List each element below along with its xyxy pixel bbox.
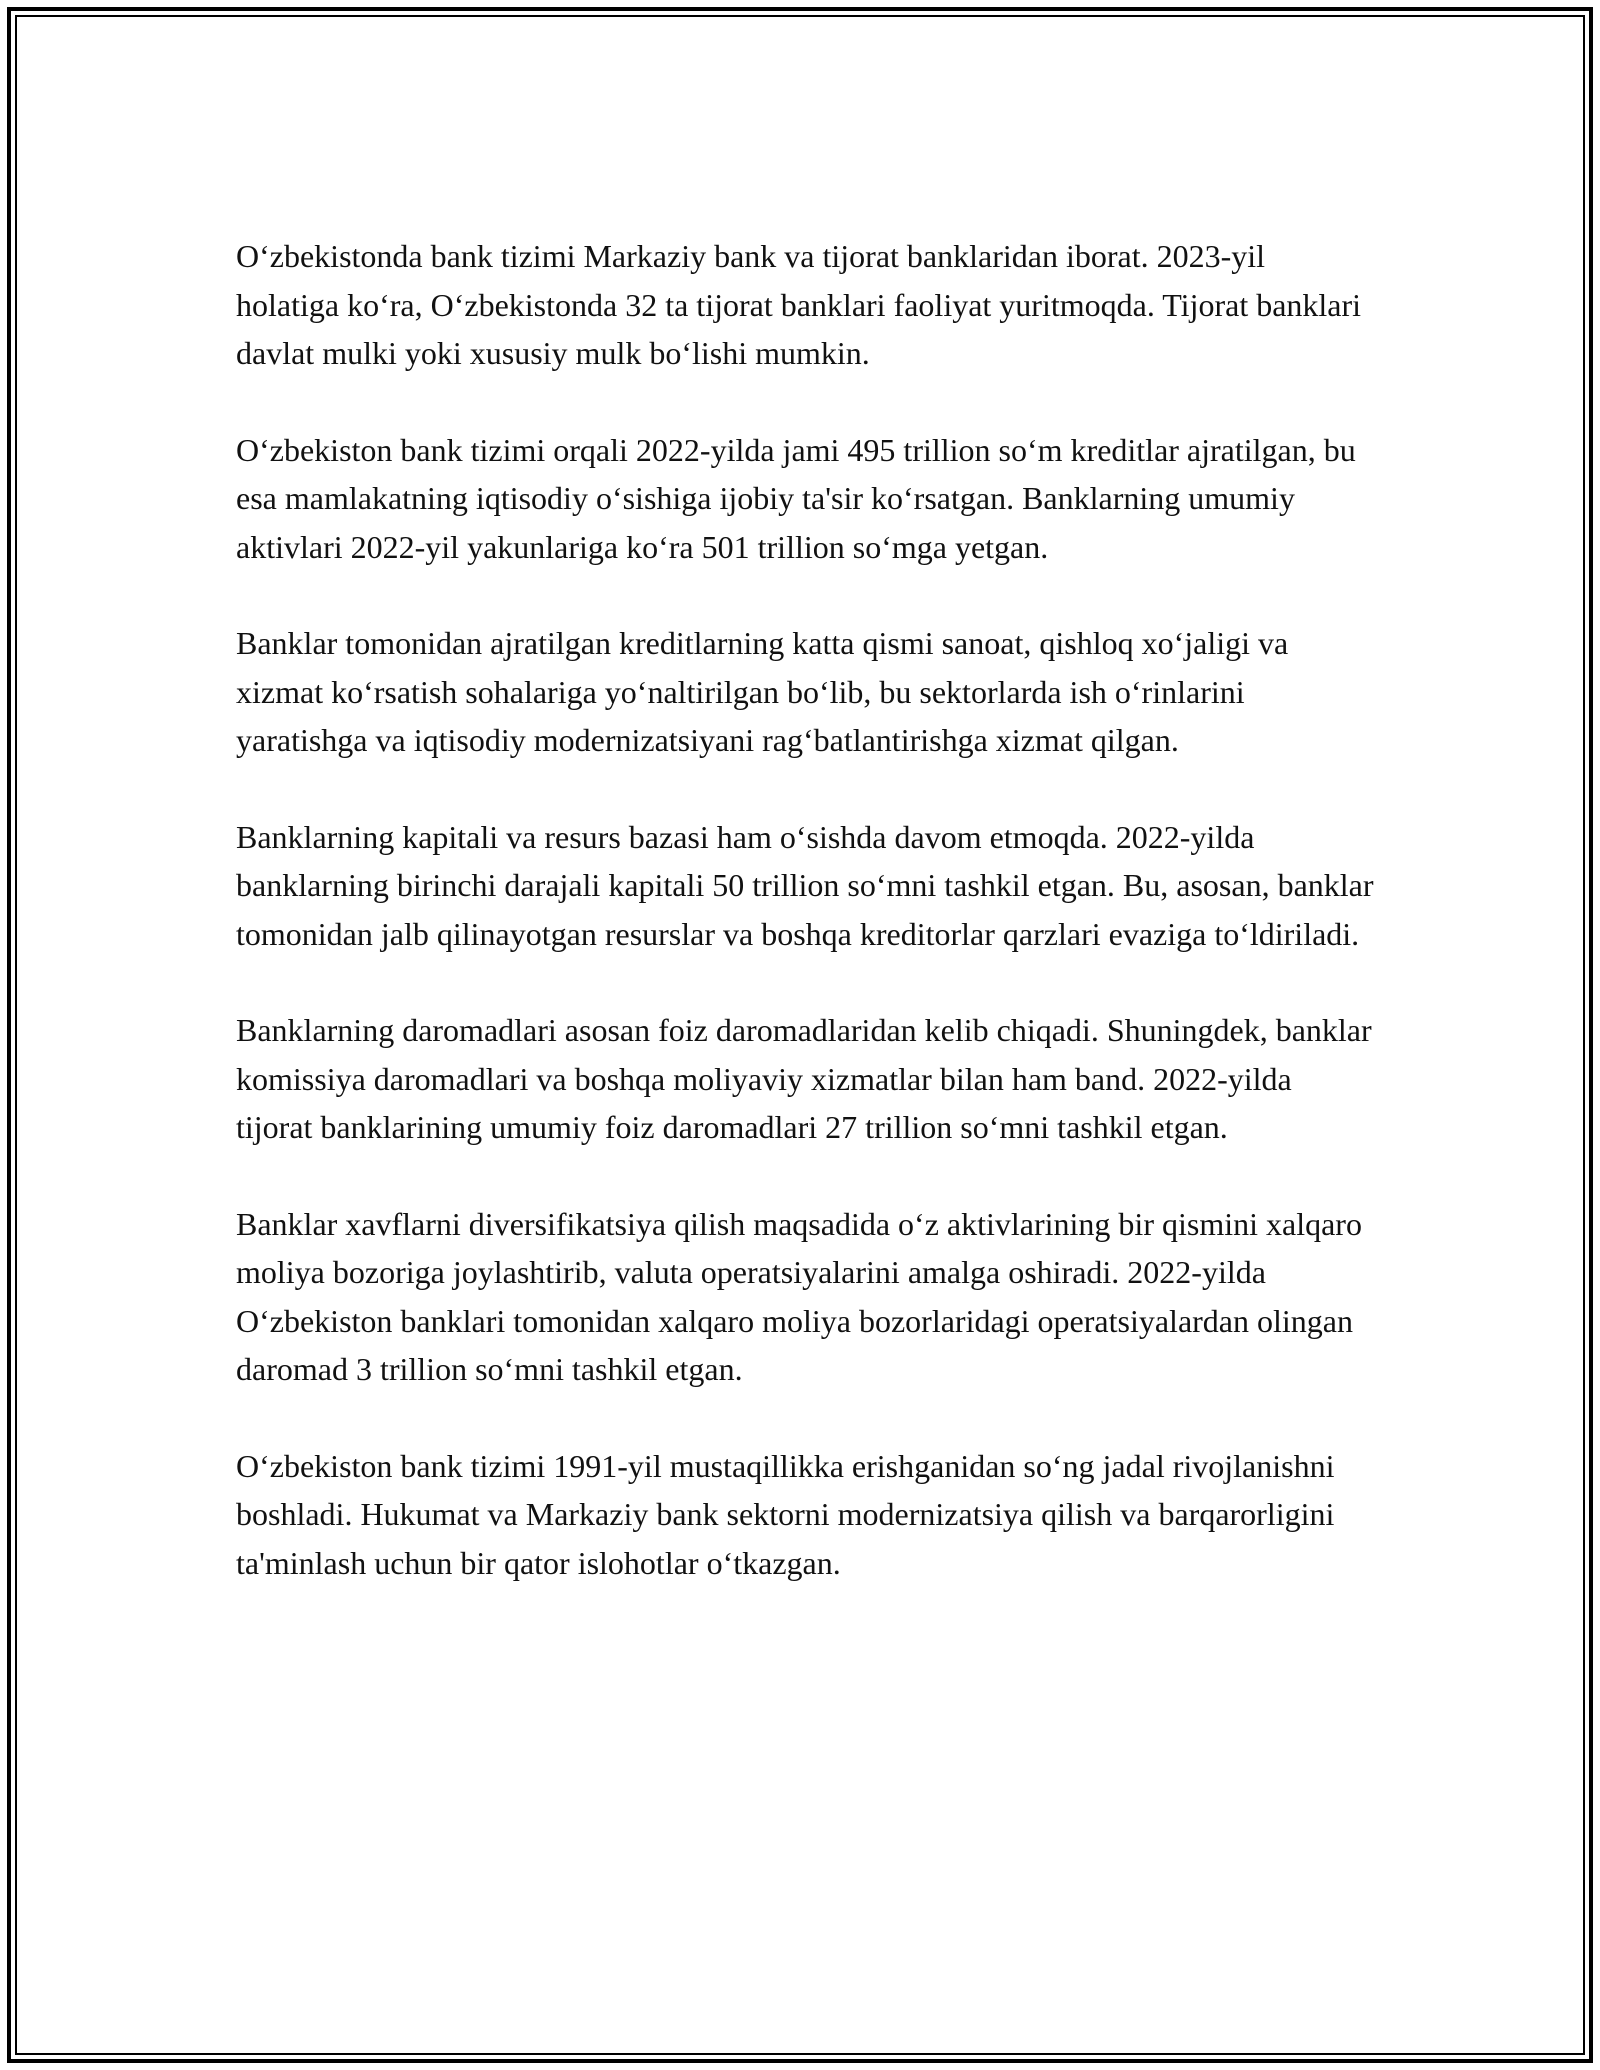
paragraph: O‘zbekiston bank tizimi orqali 2022-yilda jami 495 trillion so‘m kreditlar ajratilgan, bu esa mamlakatning iqtisodiy o‘sishiga ijobiy ta'sir ko‘rsatgan. Banklarning umumiy aktivlari 2022-yil yakunlariga ko‘ra 501 trillion so‘mga yetgan. xyxy=(236,431,1356,565)
paragraph: Banklar xavflarni diversifikatsiya qilish maqsadida o‘z aktivlarining bir qismini xalqaro moliya bozoriga joylashtirib, valuta operatsiyalarini amalga oshiradi. 2022-yilda O‘zbekiston banklari tomonidan xalqaro moliya bozorlaridagi operatsiyalardan olingan daromad 3 trillion so‘mni tashkil etgan. xyxy=(236,1205,1362,1387)
paragraph: Banklarning daromadlari asosan foiz daromadlaridan kelib chiqadi. Shuningdek, banklar komissiya daromadlari va boshqa moliyaviy xizmatlar bilan ham band. 2022-yilda tijorat banklarining umumiy foiz daromadlari 27 trillion so‘mni tashkil etgan. xyxy=(236,1012,1372,1145)
paragraph: Banklar tomonidan ajratilgan kreditlarning katta qismi sanoat, qishloq xo‘jaligi va xizmat ko‘rsatish sohalariga yo‘naltirilgan bo‘lib, bu sektorlarda ish o‘rinlarini yaratishga va iqtisodiy modernizatsiyani rag‘batlantirishga xizmat qilgan. xyxy=(236,625,1289,758)
paragraph: Banklarning kapitali va resurs bazasi ham o‘sishda davom etmoqda. 2022-yilda banklarning birinchi darajali kapitali 50 trillion so‘mni tashkil etgan. Bu, asosan, banklar tomonidan jalb qilinayotgan resurslar va boshqa kreditorlar qarzlari evaziga to‘ldiriladi. xyxy=(236,818,1374,952)
paragraph: O‘zbekiston bank tizimi 1991-yil mustaqillikka erishganidan so‘ng jadal rivojlanishni boshladi. Hukumat va Markaziy bank sektorni modernizatsiya qilish va barqarorligini ta'minlash uchun bir qator islohotlar o‘tkazgan. xyxy=(236,1447,1335,1581)
paragraph: O‘zbekistonda bank tizimi Markaziy bank va tijorat banklaridan iborat. 2023-yil holatiga ko‘ra, O‘zbekistonda 32 ta tijorat banklari faoliyat yuritmoqda. Tijorat banklari davlat mulki yoki xususiy mulk bo‘lishi mumkin. xyxy=(236,238,1362,371)
document-body xyxy=(236,232,1376,1635)
